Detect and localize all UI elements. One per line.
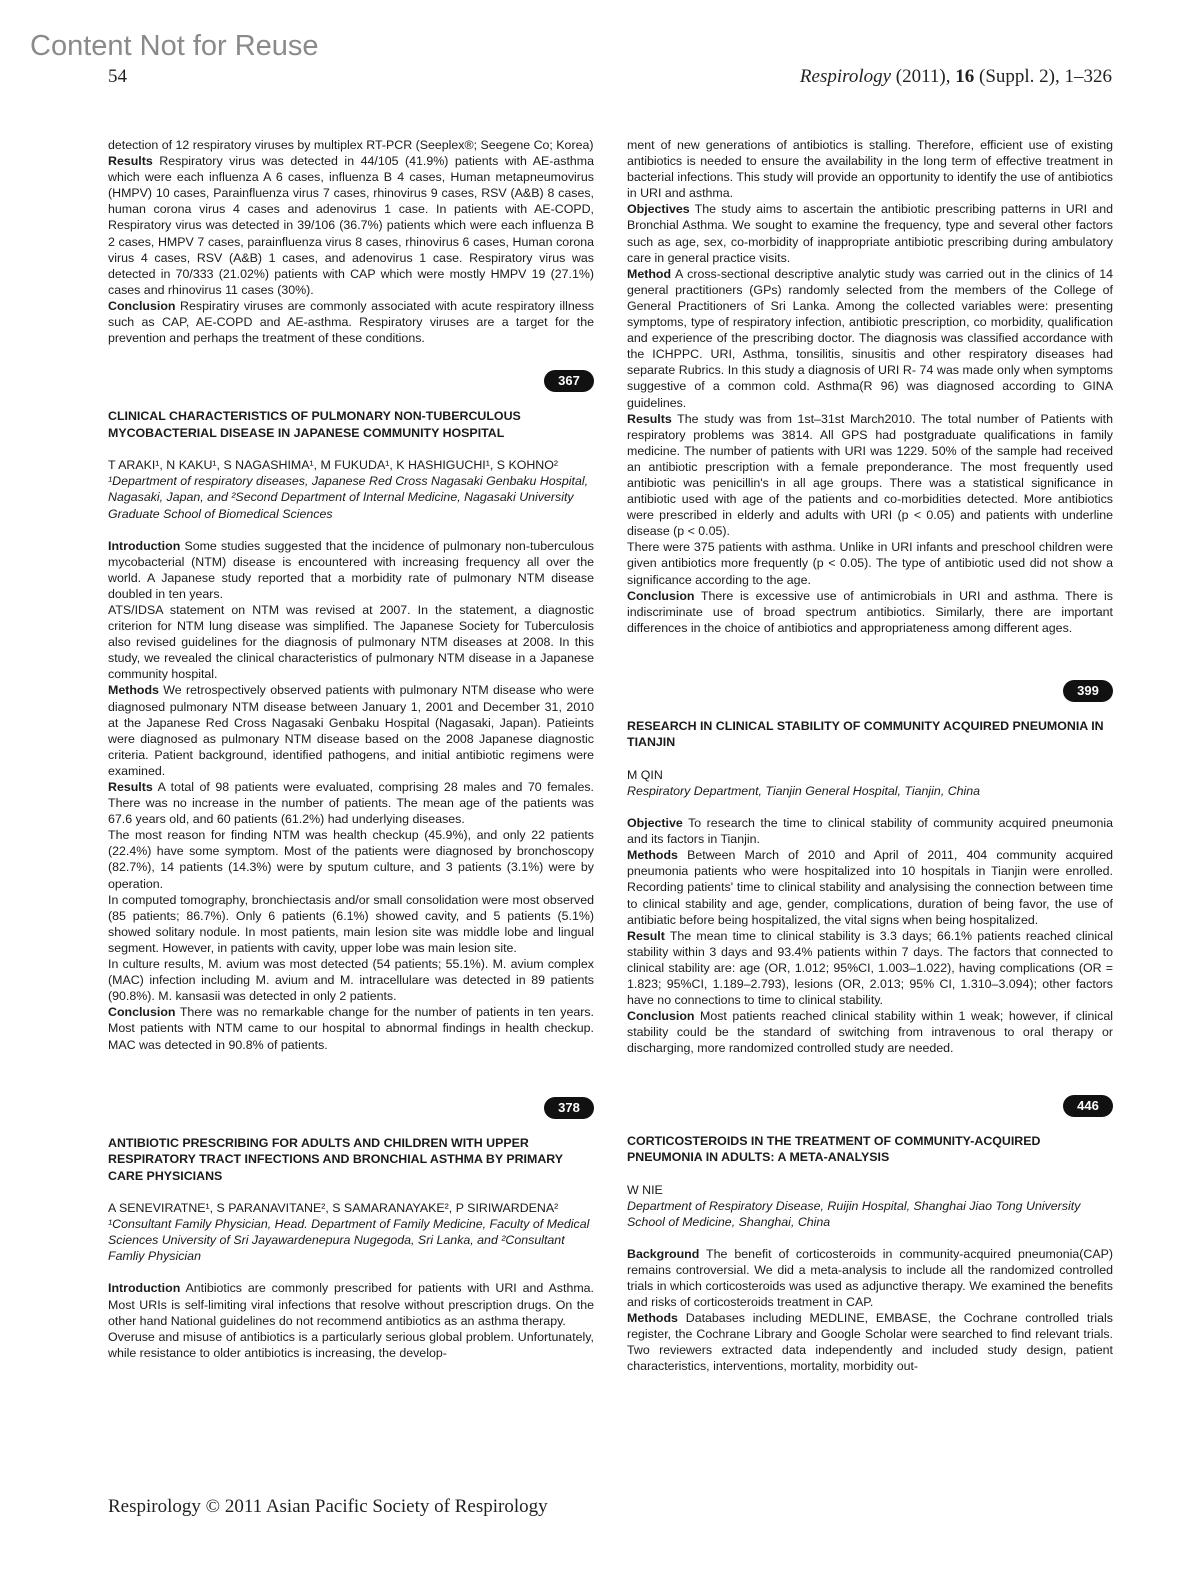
section-text: Most patients reached clinical stability within 1 weak; however, if clinical stability could be the standard of switching from intravenous to oral therapy or discharging, more randomized controlled study are needed. — [627, 1009, 1113, 1056]
section-heading: Methods — [627, 1311, 678, 1326]
abstract-title: RESEARCH IN CLINICAL STABILITY OF COMMUNITY ACQUIRED PNEUMONIA IN TIANJIN — [627, 718, 1104, 750]
abstract-title: CLINICAL CHARACTERISTICS OF PULMONARY NON-TUBERCULOUS MYCOBACTERIAL DISEASE IN JAPANESE COMMUNITY HOSPITAL — [108, 409, 521, 440]
section-heading: Results — [108, 780, 153, 794]
abstract-conclusion — [627, 588, 1113, 636]
section-text: Respiratiry viruses are commonly associated with acute respiratory illness such as CAP, AE-COPD and AE-asthma. Respiratory viruses are a target for the prevention and perhaps the treatment of these conditions. — [108, 298, 594, 346]
abstract-title: ANTIBIOTIC PRESCRIBING FOR ADULTS AND CHILDREN WITH UPPER RESPIRATORY TRACT INFECTIONS AND BRONCHIAL ASTHMA BY PRIMARY CARE PHYSICIANS — [108, 1135, 563, 1183]
section-text: There is excessive use of antimicrobials in URI and asthma. There is indiscriminate use of broad spectrum antibiotics. Similarly, there are important differences in the choice of antibiotics and appropriateness among different ages. — [627, 588, 1113, 635]
abstract-title: CORTICOSTEROIDS IN THE TREATMENT OF COMMUNITY-ACQUIRED PNEUMONIA IN ADULTS: A META-ANALYSIS — [627, 1133, 1041, 1164]
abstract-paragraph: Overuse and misuse of antibiotics is a particularly serious global problem. Unfortunately, while resistance to older antibiotics is increasing, the develop- — [108, 1329, 594, 1360]
section-text: The mean time to clinical stability is 3.3 days; 66.1% patients reached clinical stability within 3 days and 93.4% patients within 7 days. The factors that connected to clinical stability are: age (OR, 1.012; 95%CI, 1.003–1.022), having complications (OR = 1.823; 95%CI, 1.189–2.793), lesions (OR, 2.013; 95% CI, 1.310–3.094); other factors have no connections to time to clinical stability. — [627, 928, 1113, 1008]
abstract-methods — [627, 847, 1113, 927]
abstract-conclusion — [627, 1008, 1113, 1056]
running-header — [108, 66, 1112, 94]
section-text: The study was from 1st–31st March2010. The total number of Patients with respiratory problems was 3814. All GPS had postgraduate qualifications in family medicine. The number of patients with URI was 1229. 50% of the sample had received an antibiotic prescription with a female preponderance. The most frequently used antibiotic was penicillin's in all age groups. There was a statistical significance in antibiotic used with age of the patients and co-morbidities detected. More antibiotics were prescribed in elderly and adults with URI (p < 0.05) and patients with underline disease (p < 0.05). — [627, 411, 1113, 539]
section-heading: Conclusion — [108, 298, 176, 313]
abstract-result — [627, 928, 1113, 1008]
abstract-number-badge: 399 — [1063, 680, 1113, 702]
section-text: A total of 98 patients were evaluated, comprising 28 males and 70 females. There was no increase in the number of patients. The mean age of the patients was 67.6 years old, and 60 patients (61.2%) had underlying diseases. — [108, 780, 594, 827]
section-heading: Results — [108, 154, 153, 169]
section-heading: Conclusion — [108, 1005, 176, 1020]
abstract-number-badge: 367 — [544, 370, 594, 392]
abstract-affiliation: Department of Respiratory Disease, Ruijin Hospital, Shanghai Jiao Tong University School of Medicine, Shanghai, China — [627, 1198, 1081, 1229]
page-footer: Respirology © 2011 Asian Pacific Society of Respirology — [108, 1496, 548, 1517]
abstract-authors: W NIE — [627, 1182, 663, 1197]
section-text: To research the time to clinical stability of community acquired pneumonia and its factors in Tianjin. — [627, 816, 1113, 847]
prev-abstract-text: detection of 12 respiratory viruses by multiplex RT-PCR (Seeplex®; Seegene Co; Korea) — [108, 138, 594, 152]
section-text: A cross-sectional descriptive analytic study was carried out in the clinics of 14 general practitioners (GPs) randomly selected from the members of the College of General Practitioners of Sri Lanka. Among the collected variables were: presenting symptoms, type of respiratory infection, antibiotic prescription, co morbidity, qualification and experience of the prescribing doctor. The diagnosis was classified accordance with the ICHPPC. URI, Asthma, tonsilitis, sinusitis and other respiratory diseases had separate Rubrics. In this study a diagnosis of URI R- 74 was made only when symptoms suggestive of a common cold. Asthma(R 96) was diagnosed according to GINA guidelines. — [627, 266, 1113, 410]
abstract-paragraph: In computed tomography, bronchiectasis and/or small consolidation were most observed (85 patients; 86.7%). Only 6 patients (6.1%) showed cavity, and 5 patients (5.1%) showed solitary nodule. In most patients, main lesion site was middle lobe and lingual segment. However, in patients with cavity, upper lobe was main lesion site. — [108, 892, 594, 955]
abstract-number-badge: 378 — [544, 1097, 594, 1119]
abstract-conclusion — [108, 1004, 594, 1052]
section-heading: Method — [627, 266, 672, 281]
section-heading: Background — [627, 1246, 700, 1261]
abstract-authors: A SENEVIRATNE¹, S PARANAVITANE², S SAMARANAYAKE², P SIRIWARDENA² — [108, 1201, 559, 1216]
section-text: Respiratory virus was detected in 44/105 (41.9%) patients with AE-asthma which were each influenza A 6 cases, influenza B 4 cases, Human metapneumovirus (HMPV) 10 cases, Parainfluenza virus 7 cases, rhinovirus 9 cases, RSV (A&B) 8 cases, human corona virus 4 cases and adenovirus 1 case. In patients with AE-COPD, Respiratory virus was detected in 39/106 (36.7%) patients which were each influenza B 2 cases, HMPV 7 cases, parainfluenza virus 8 cases, rhinovirus 6 cases, Human corona virus 4 cases, RSV (A&B) 1 cases, and adenovirus 1 case. Respiratory virus was detected in 70/333 (21.02%) patients with CAP which were mostly HMPV 19 (27.1%) cases and rhinovirus 11 cases (30%). — [108, 154, 594, 297]
section-heading: Methods — [108, 683, 159, 698]
section-heading: Introduction — [108, 1281, 181, 1296]
abstract-background — [627, 1246, 1113, 1310]
abstract-paragraph: In culture results, M. avium was most detected (54 patients; 55.1%). M. avium complex (MAC) infection including M. avium and M. intracellulare was detected in 89 patients (90.8%). M. kansasii was detected in only 2 patients. — [108, 957, 594, 1004]
abstract-results — [108, 779, 594, 827]
section-text: The benefit of corticosteroids in community-acquired pneumonia(CAP) remains controversial. We did a meta-analysis to include all the randomized controlled trials in which corticosteroids was used as adjunctive therapy. We examined the benefits and risks of corticosteroids treatment in CAP. — [627, 1246, 1113, 1310]
section-heading: Result — [627, 928, 665, 943]
abstract-affiliation: ¹Consultant Family Physician, Head. Department of Family Medicine, Faculty of Medical Sciences University of Sri Jayawardenepura Nugegoda, Sri Lanka, and ²Consultant Famliy Physician — [108, 1217, 590, 1264]
abstract-affiliation: Respiratory Department, Tianjin General Hospital, Tianjin, China — [627, 784, 981, 798]
abstract-authors: M QIN — [627, 767, 663, 782]
section-text: Between March of 2010 and April of 2011, 404 community acquired pneumonia patients who were hospitalized into 10 hospitals in Tianjin were enrolled. Recording patients' time to clinical stability and analysising the connection between time to clinical stability and age, gender, complications, duration of being favor, the use of antibiatic before being hospitalized, the vital signs when being hospitalized. — [627, 848, 1113, 927]
right-column — [627, 137, 1113, 1375]
page-number: 54 — [108, 66, 127, 87]
abstract-paragraph: There were 375 patients with asthma. Unlike in URI infants and preschool children were given antibiotics more frequently (p < 0.05). The type of antibiotic used did not show a significance according to the age. — [627, 540, 1113, 587]
abstract-methods — [108, 682, 594, 779]
section-heading: Conclusion — [627, 1009, 695, 1024]
section-text: The study aims to ascertain the antibiotic prescribing patterns in URI and Bronchial Asthma. We sought to examine the frequency, type and several other factors such as age, sex, co-morbidity of inappropriate antibiotic prescribing during ambulatory care in general practice visits. — [627, 202, 1113, 265]
watermark: Content Not for Reuse — [30, 30, 319, 62]
abstract-number-badge: 446 — [1063, 1095, 1113, 1117]
left-column — [108, 137, 594, 1361]
abstract-methods — [627, 1310, 1113, 1374]
section-heading: Introduction — [108, 538, 181, 553]
section-text: Antibiotics are commonly prescribed for patients with URI and Asthma. Most URIs is self-limiting viral infections that resolve without prescription drugs. On the other hand National guidelines do not recommend antibiotics as an asthma therapy. — [108, 1281, 594, 1328]
abstract-objective — [627, 815, 1113, 847]
abstract-affiliation: ¹Department of respiratory diseases, Japanese Red Cross Nagasaki Genbaku Hospital, Nagasaki, Japan, and ²Second Department of Internal Medicine, Nagasaki University Graduate School of Biomedical Sciences — [108, 474, 589, 521]
section-text: Some studies suggested that the incidence of pulmonary non-tuberculous mycobacterial (NTM) disease is encountered with increasing frequency all over the world. A Japanese study reported that a morbidity rate of pulmonary NTM disease doubled in ten years. — [108, 538, 594, 601]
abstract-authors: T ARAKI¹, N KAKU¹, S NAGASHIMA¹, M FUKUDA¹, K HASHIGUCHI¹, S KOHNO² — [108, 458, 559, 473]
section-heading: Results — [627, 411, 672, 426]
prev-abstract-conclusion — [108, 298, 594, 346]
abstract-results — [627, 411, 1113, 540]
abstract-objectives — [627, 201, 1113, 265]
section-heading: Methods — [627, 848, 678, 863]
journal-citation — [800, 66, 1112, 88]
abstract-paragraph: ment of new generations of antibiotics is stalling. Therefore, efficient use of existing antibiotics is needed to ensure the availability in the long term of effective treatment in bacterial infections. This study will provide an opportunity to identify the use of antibiotics in URI and asthma. — [627, 138, 1113, 201]
abstract-introduction — [108, 538, 594, 602]
journal-supplement: (Suppl. 2), 1–326 — [974, 66, 1112, 87]
abstract-paragraph: The most reason for finding NTM was health checkup (45.9%), and only 22 patients (22.4%) have some symptom. Most of the patients were diagnosed by bronchoscopy (82.7%), 14 patients (14.3%) were by sputum culture, and 3 patients (3.1%) were by operation. — [108, 828, 594, 891]
abstract-method — [627, 266, 1113, 411]
section-heading: Conclusion — [627, 588, 695, 603]
section-text: We retrospectively observed patients with pulmonary NTM disease who were diagnosed pulmonary NTM disease between January 1, 2001 and December 31, 2010 at the Japanese Red Cross Nagasaki Genbaku Hospital (Nagasaki, Japan). Patieints were diagnosed as pulmonary NTM disease based on the 2008 Japanese diagnostic criteria. Patient background, identified pathogens, and initial antibiotic regimens were examined. — [108, 683, 594, 778]
journal-volume: 16 — [955, 66, 975, 87]
section-text: There was no remarkable change for the number of patients in ten years. Most patients with NTM came to our hospital to abnormal findings in health checkup. MAC was detected in 90.8% of patients. — [108, 1005, 594, 1052]
section-text: Databases including MEDLINE, EMBASE, the Cochrane controlled trials register, the Cochrane Library and Google Scholar were searched to find relevant trials. Two reviewers extracted data independently and included study design, patient characteristics, interventions, mortality, morbidity out- — [627, 1311, 1113, 1374]
journal-year: (2011), — [891, 66, 956, 87]
abstract-paragraph: ATS/IDSA statement on NTM was revised at 2007. In the statement, a diagnostic criterion for NTM lung disease was simplified. The Japanese Society for Tuberculosis also revised guidelines for the diagnosis of pulmonary NTM diseases at 2008. In this study, we revealed the clinical characteristics of pulmonary NTM disease in a Japanese community hospital. — [108, 602, 594, 682]
journal-name: Respirology — [799, 66, 892, 87]
prev-abstract-results — [108, 153, 594, 298]
abstract-introduction — [108, 1280, 594, 1328]
section-heading: Objective — [627, 816, 683, 831]
section-heading: Objectives — [627, 202, 690, 217]
